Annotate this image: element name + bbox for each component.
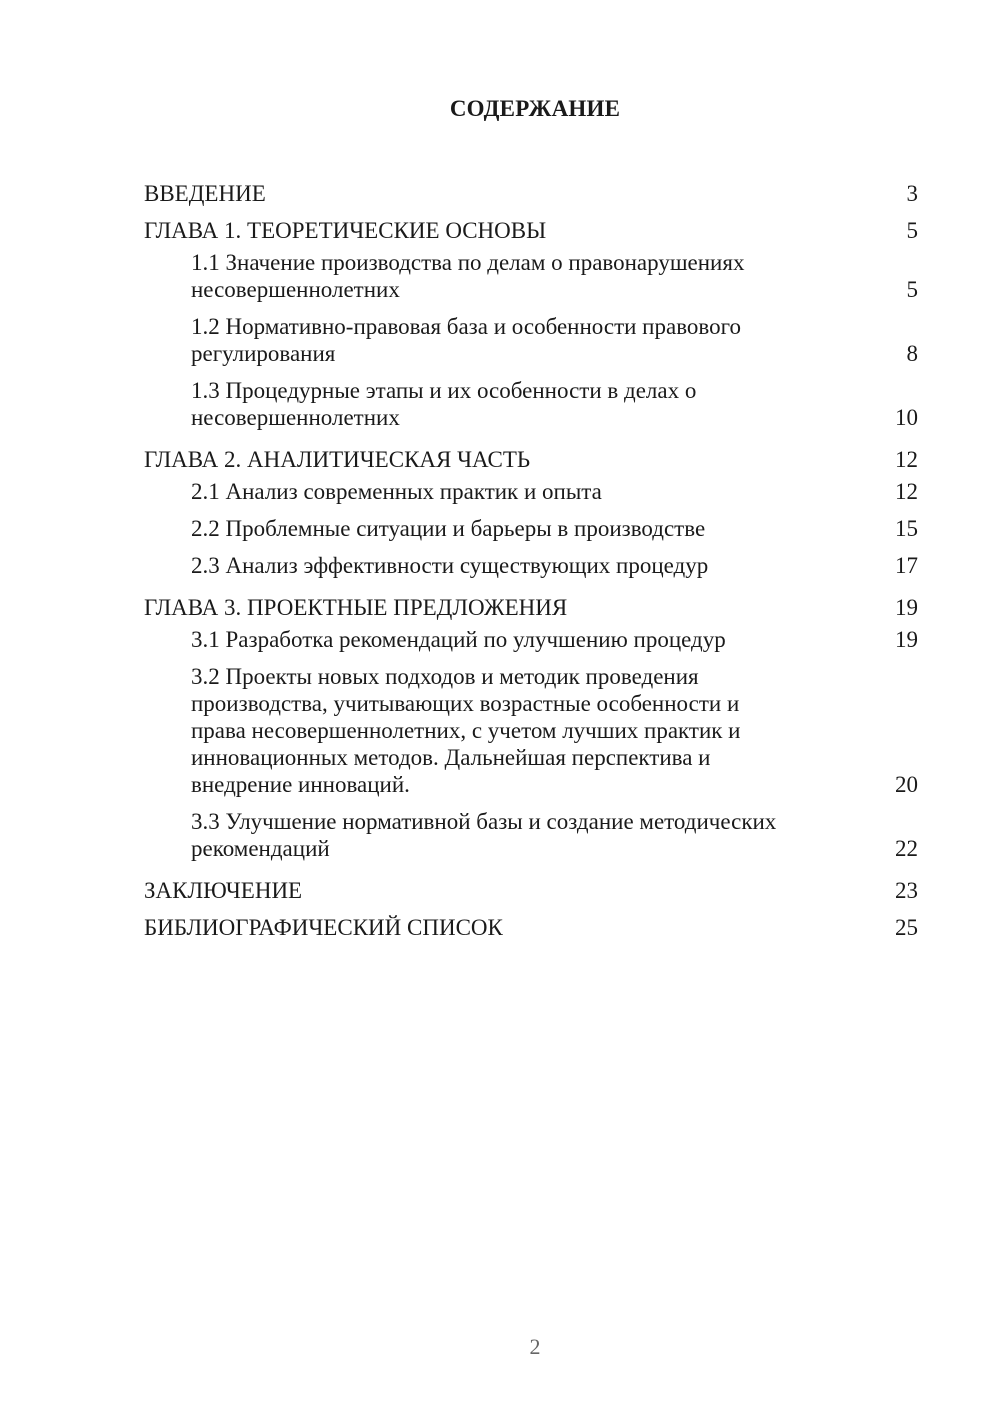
- page-number: 2: [529, 1334, 541, 1359]
- toc-entry-text: БИБЛИОГРАФИЧЕСКИЙ СПИСОК: [144, 915, 503, 940]
- toc-entry-page: 12: [895, 479, 918, 504]
- toc-entry-text: ЗАКЛЮЧЕНИЕ: [144, 878, 303, 903]
- toc-entry-text: ГЛАВА 1. ТЕОРЕТИЧЕСКИЕ ОСНОВЫ: [144, 218, 547, 243]
- toc-entry-text: 2.2 Проблемные ситуации и барьеры в производстве: [191, 516, 706, 541]
- toc-entry-page: 3: [906, 181, 918, 206]
- toc-entry-page: 19: [895, 627, 918, 652]
- toc-entry-text: 3.1 Разработка рекомендаций по улучшению процедур: [191, 627, 726, 652]
- toc-entry-page: 15: [895, 516, 918, 541]
- toc-entry-text: ГЛАВА 3. ПРОЕКТНЫЕ ПРЕДЛОЖЕНИЯ: [144, 595, 568, 620]
- toc-entry-section-3-1[interactable]: [144, 621, 918, 658]
- toc-entry-text: 2.3 Анализ эффективности существующих процедур: [191, 553, 709, 578]
- toc-entry-introduction[interactable]: [144, 170, 918, 207]
- toc-entry-section-3-3[interactable]: [144, 803, 918, 867]
- toc-entry-conclusion[interactable]: [144, 867, 918, 904]
- toc-entry-text: 1.2 Нормативно-правовая база и особенности правового регулирования: [191, 314, 741, 366]
- toc-entry-section-1-1[interactable]: [144, 244, 918, 308]
- toc-entry-section-1-2[interactable]: [144, 308, 918, 372]
- toc-entry-page: 5: [906, 277, 918, 302]
- toc-entry-page: 19: [895, 595, 918, 620]
- toc-entry-section-2-2[interactable]: [144, 510, 918, 547]
- toc-entry-text: ГЛАВА 2. АНАЛИТИЧЕСКАЯ ЧАСТЬ: [144, 447, 531, 472]
- toc-entry-page: 20: [895, 772, 918, 797]
- toc-entry-section-3-2[interactable]: [144, 658, 918, 803]
- toc-entry-page: 8: [906, 341, 918, 366]
- toc-entry-text: 1.3 Процедурные этапы и их особенности в делах о несовершеннолетних: [191, 378, 697, 430]
- toc-entry-page: 17: [895, 553, 918, 578]
- toc-entry-text: 2.1 Анализ современных практик и опыта: [191, 479, 602, 504]
- toc-entry-page: 25: [895, 915, 918, 940]
- toc-entry-page: 22: [895, 836, 918, 861]
- toc-entry-page: 5: [906, 218, 918, 243]
- toc-entry-page: 23: [895, 878, 918, 903]
- toc-entry-text: 1.1 Значение производства по делам о правонарушениях несовершеннолетних: [191, 250, 745, 302]
- toc-entry-page: 10: [895, 405, 918, 430]
- toc-entry-text: ВВЕДЕНИЕ: [144, 181, 266, 206]
- toc-entry-text: 3.2 Проекты новых подходов и методик проведения производства, учитывающих возрастные особенности и права несовершеннолетних, с учетом лучших практик и инновационных методов. Дальнейшая перспектива и внедрение инноваций.: [191, 664, 741, 797]
- toc-entry-chapter-1[interactable]: [144, 207, 918, 244]
- toc-entry-bibliography[interactable]: [144, 904, 918, 941]
- toc-entry-text: 3.3 Улучшение нормативной базы и создание методических рекомендаций: [191, 809, 777, 861]
- toc-list: [144, 170, 918, 941]
- toc-entry-section-2-3[interactable]: [144, 547, 918, 584]
- toc-entry-chapter-2[interactable]: [144, 436, 918, 473]
- toc-entry-chapter-3[interactable]: [144, 584, 918, 621]
- toc-entry-section-2-1[interactable]: [144, 473, 918, 510]
- toc-entry-page: 12: [895, 447, 918, 472]
- toc-entry-section-1-3[interactable]: [144, 372, 918, 436]
- toc-title: СОДЕРЖАНИЕ: [449, 96, 621, 121]
